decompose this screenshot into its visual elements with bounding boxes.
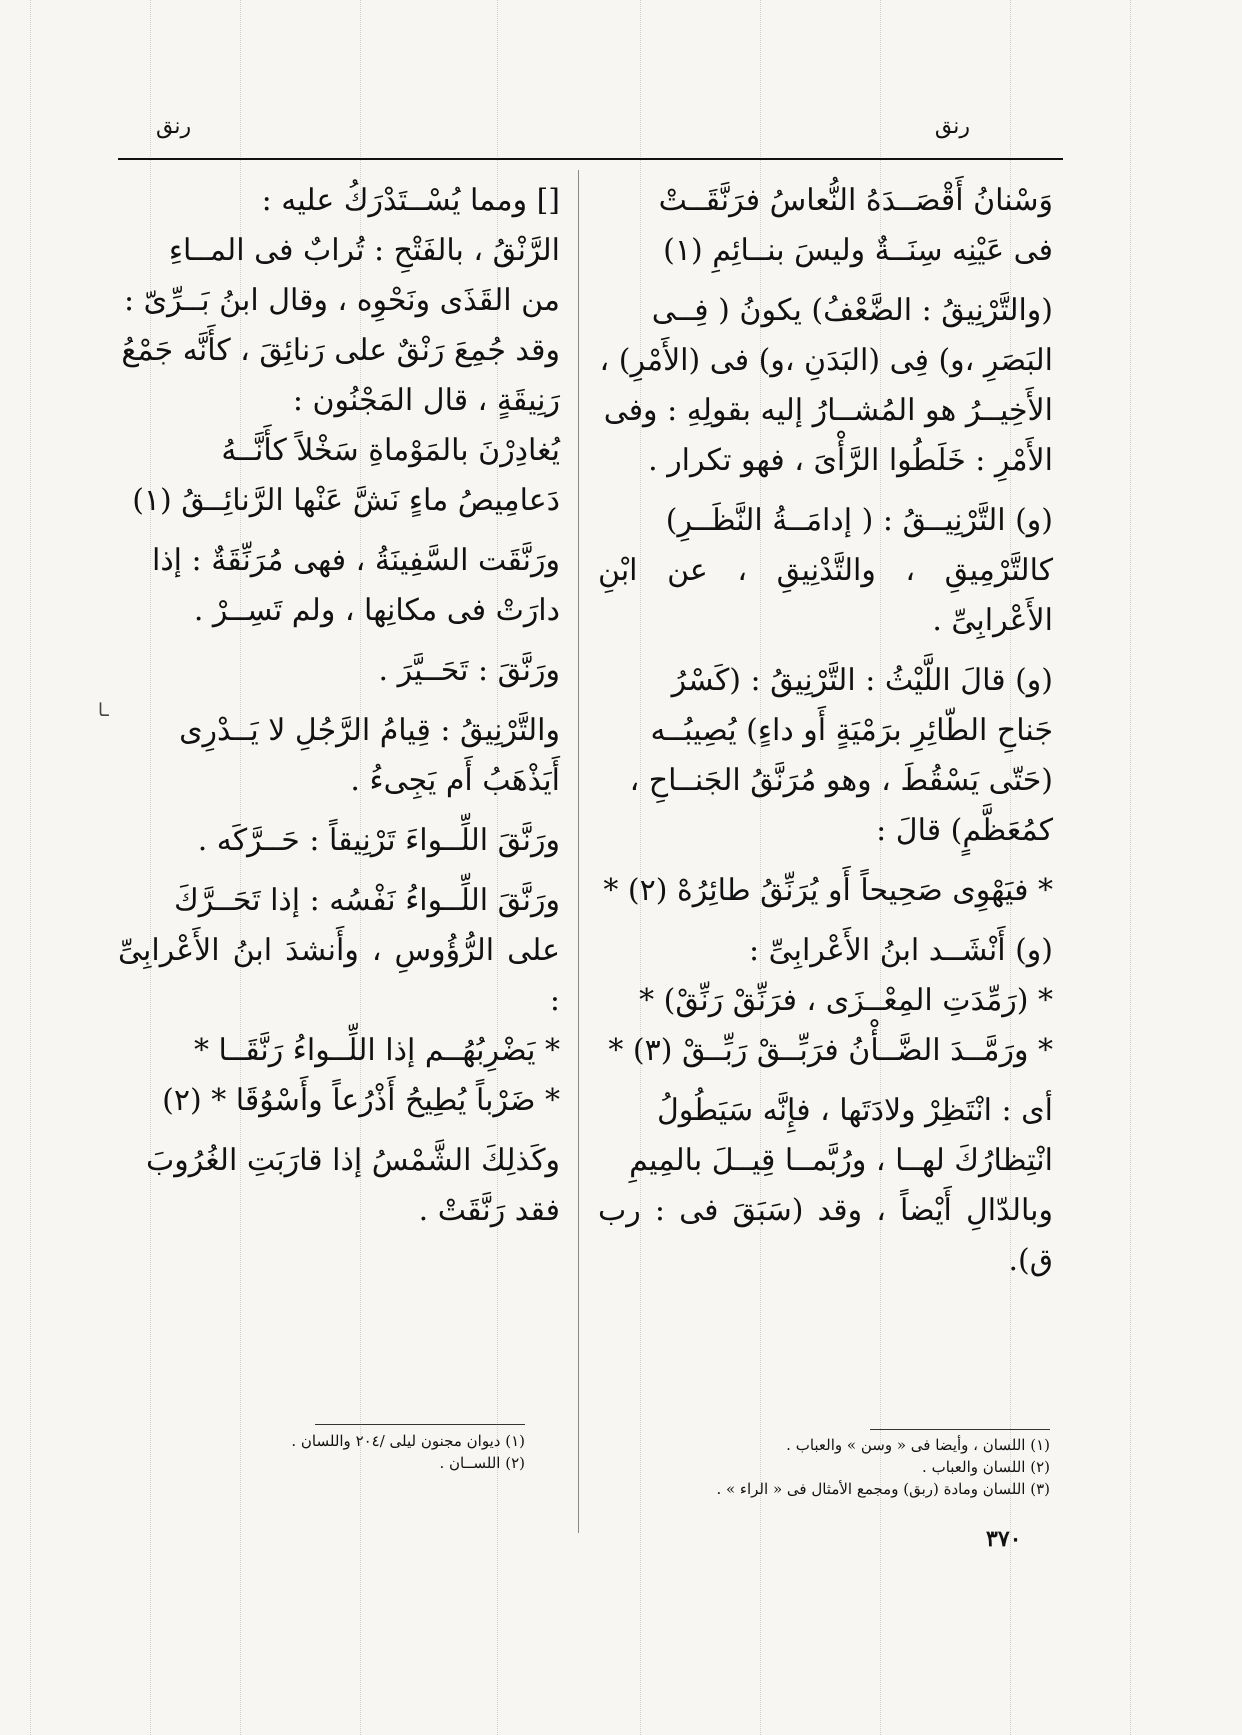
footnote: (١) اللسان ، وأيضا فى « وسن » والعباب . bbox=[786, 1436, 1050, 1454]
footnote: (٢) اللســان . bbox=[439, 1454, 525, 1472]
verse-line: يُغادِرْنَ بالمَوْماةِ سَخْلاً كأَنَّــهُ bbox=[221, 433, 560, 468]
text-line: انْتِظارُكَ لهــا ، ورُبَّمــا قِيــلَ بالمِيمِ bbox=[629, 1143, 1053, 1178]
footnote: (٢) اللسان والعباب . bbox=[922, 1458, 1050, 1476]
left-running-header: رنق bbox=[156, 114, 192, 139]
verse-line: * ورَمَّــدَ الضَّــأْنُ فرَبِّــقْ رَبِّــقْ (٣) * bbox=[608, 1033, 1053, 1068]
right-running-header: رنق bbox=[934, 114, 970, 139]
text-line: جَناحِ الطّائِرِ برَمْيَةٍ أَو داءٍ) يُصِيبُــه bbox=[650, 713, 1053, 748]
text-line: كالتَّرْمِيقِ ، والتَّدْنِيقِ ، عن ابْنِ الأَعْرابِىِّ . bbox=[598, 553, 1053, 638]
header-rule bbox=[118, 158, 1063, 160]
verse-line: دَعامِيصُ ماءٍ نَشَّ عَنْها الرَّنائِــقُ (١) bbox=[132, 483, 560, 518]
text-line: كمُعَظَّمٍ) قالَ : bbox=[876, 813, 1053, 848]
text-line: أى : انْتَظِرْ ولادَتَها ، فإِنَّه سَيَطُولُ bbox=[656, 1093, 1053, 1128]
text-line: رَنِيقَةٍ ، قال المَجْنُون : bbox=[292, 383, 560, 418]
left-footnotes bbox=[200, 1430, 525, 1474]
text-line: ورَنَّقَ اللِّــواءَ تَرْنِيقاً : حَــرَّكَه . bbox=[197, 823, 560, 858]
text-line: فقد رَنَّقَتْ . bbox=[418, 1193, 560, 1228]
verse-line: * ضَرْباً يُطِيحُ أَذْرُعاً وأَسْوُقَا * (٢) bbox=[162, 1083, 560, 1118]
text-line: ورَنَّقَ اللِّــواءُ نَفْسُه : إذا تَحَــرَّكَ bbox=[173, 883, 560, 918]
scan-guide bbox=[30, 0, 31, 1735]
text-line: (حَتّى يَسْقُطَ ، وهو مُرَنَّقُ الجَنــاحِ ، bbox=[629, 763, 1053, 798]
text-line: دارَتْ فى مكانِها ، ولم تَسِــرْ . bbox=[193, 593, 560, 628]
margin-mark: ـا bbox=[98, 700, 109, 721]
text-line: ورَنَّقَت السَّفِينَةُ ، فهى مُرَنِّقَةٌ : إذا bbox=[151, 543, 560, 578]
right-footnotes bbox=[598, 1434, 1050, 1500]
right-footnote-rule bbox=[870, 1429, 1050, 1430]
right-column bbox=[598, 176, 1053, 1286]
text-line: الأَمْرِ : خَلَطُوا الرَّأْىَ ، فهو تكرار . bbox=[648, 443, 1053, 478]
section-heading: [] ومما يُسْــتَدْرَكُ عليه : bbox=[261, 183, 560, 218]
text-line: على الرُّؤُوسِ ، وأَنشدَ ابنُ الأَعْرابِىِّ : bbox=[118, 933, 560, 1018]
text-line: أَيَذْهَبُ أَم يَجِىءُ . bbox=[350, 763, 560, 798]
verse-line: * فيَهْوِى صَحِيحاً أَو يُرَنِّقُ طائِرُهْ (٢) * bbox=[603, 873, 1053, 908]
text-line: الرَّنْقُ ، بالفَتْحِ : تُرابٌ فى المــاءِ bbox=[168, 233, 560, 268]
text-line: (و) قالَ اللَّيْثُ : التَّرْنِيقُ : (كَسْرُ bbox=[671, 663, 1053, 698]
text-line: وَسْنانُ أَقْصَــدَهُ النُّعاسُ فرَنَّقَــتْ bbox=[658, 183, 1053, 218]
text-line: والتَّرْنِيقُ : قِيامُ الرَّجُلِ لا يَــدْرِى bbox=[179, 713, 560, 748]
text-line: فى عَيْنِه سِنَــةٌ وليسَ بنــائِمِ (١) bbox=[663, 233, 1053, 268]
text-line: من القَذَى ونَحْوِه ، وقال ابنُ بَــرِّىّ : bbox=[124, 283, 560, 318]
page-number: ٣٧٠ bbox=[986, 1526, 1022, 1552]
text-line: (والتَّرْنِيقُ : الضَّعْفُ) يكونُ ( فِــى bbox=[651, 293, 1053, 328]
text-line: (و) التَّرْنِيــقُ : ( إدامَــةُ النَّظَــرِ) bbox=[665, 503, 1053, 538]
text-line: البَصَرِ ،و) فِى (البَدَنِ ،و) فى (الأَمْرِ) ، bbox=[599, 343, 1053, 378]
text-line: وبالدّالِ أَيْضاً ، وقد (سَبَقَ فى : رب ق). bbox=[598, 1193, 1053, 1278]
text-line: ورَنَّقَ : تَحَــيَّرَ . bbox=[378, 653, 560, 688]
scan-guide bbox=[1130, 0, 1131, 1735]
column-divider bbox=[578, 170, 579, 1533]
footnote: (١) ديوان مجنون ليلى /٢٠٤ واللسان . bbox=[291, 1432, 525, 1450]
text-line: الأَخِيــرُ هو المُشــارُ إليه بقولِهِ : وفى bbox=[603, 393, 1053, 428]
text-line: (و) أَنْشَــد ابنُ الأَعْرابِىِّ : bbox=[748, 933, 1053, 968]
footnote: (٣) اللسان ومادة (ربق) ومجمع الأمثال فى « الراء » . bbox=[716, 1480, 1050, 1498]
verse-line: * يَضْرِبُهُــم إذا اللِّــواءُ رَنَّقَــا * bbox=[193, 1033, 560, 1068]
verse-line: * (رَمِّدَتِ المِعْــزَى ، فرَنِّقْ رَنِّقْ) * bbox=[639, 983, 1053, 1018]
left-footnote-rule bbox=[315, 1424, 525, 1425]
left-column bbox=[118, 176, 560, 1236]
text-line: وقد جُمِعَ رَنْقٌ على رَنائِقَ ، كأَنَّه جَمْعُ bbox=[121, 333, 560, 368]
text-line: وكَذلِكَ الشَّمْسُ إذا قارَبَتِ الغُرُوبَ bbox=[146, 1143, 560, 1178]
